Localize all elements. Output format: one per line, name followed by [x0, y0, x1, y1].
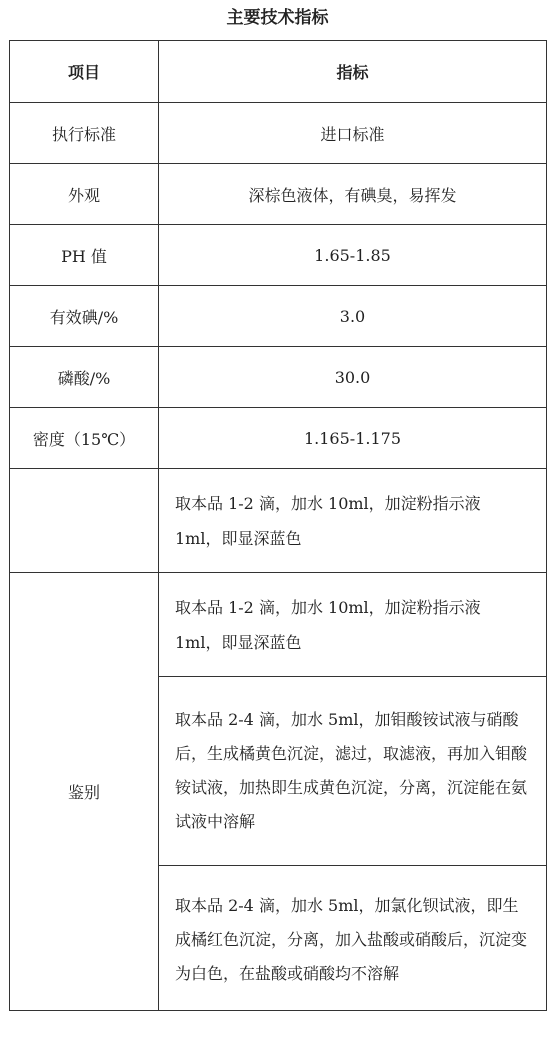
row-label: 磷酸/% — [10, 347, 159, 408]
row-label-empty — [10, 469, 159, 573]
table-row — [10, 225, 547, 286]
row-label: 外观 — [10, 164, 159, 225]
row-label: 有效碘/% — [10, 286, 159, 347]
row-label: 密度（15℃） — [10, 408, 159, 469]
row-label: 执行标准 — [10, 103, 159, 164]
spec-table — [9, 40, 547, 1011]
row-label: PH 值 — [10, 225, 159, 286]
table-header-row — [10, 41, 547, 103]
row-value: 深棕色液体，有碘臭，易挥发 — [159, 164, 547, 225]
identification-test: 取本品 2-4 滴，加水 5ml，加钼酸铵试液与硝酸后，生成橘黄色沉淀，滤过，取滤液，再加入钼酸铵试液，加热即生成黄色沉淀，分离，沉淀能在氨试液中溶解 — [159, 677, 547, 866]
row-value: 3.0 — [159, 286, 547, 347]
table-row — [10, 103, 547, 164]
row-value: 30.0 — [159, 347, 547, 408]
header-spec: 指标 — [159, 41, 547, 103]
identification-test: 取本品 1-2 滴，加水 10ml，加淀粉指示液 1ml，即显深蓝色 — [159, 573, 547, 677]
row-value: 1.65-1.85 — [159, 225, 547, 286]
table-row — [10, 408, 547, 469]
identification-test: 取本品 2-4 滴，加水 5ml，加氯化钡试液，即生成橘红色沉淀，分离，加入盐酸或硝酸后，沉淀变为白色，在盐酸或硝酸均不溶解 — [159, 866, 547, 1011]
table-row — [10, 164, 547, 225]
header-item: 项目 — [10, 41, 159, 103]
table-row — [10, 573, 547, 677]
row-value: 1.165-1.175 — [159, 408, 547, 469]
table-row — [10, 347, 547, 408]
identification-label: 鉴别 — [10, 573, 159, 1011]
identification-test: 取本品 1-2 滴，加水 10ml，加淀粉指示液 1ml，即显深蓝色 — [159, 469, 547, 573]
table-row — [10, 469, 547, 573]
page-title: 主要技术指标 — [226, 8, 329, 28]
table-row — [10, 286, 547, 347]
row-value: 进口标准 — [159, 103, 547, 164]
